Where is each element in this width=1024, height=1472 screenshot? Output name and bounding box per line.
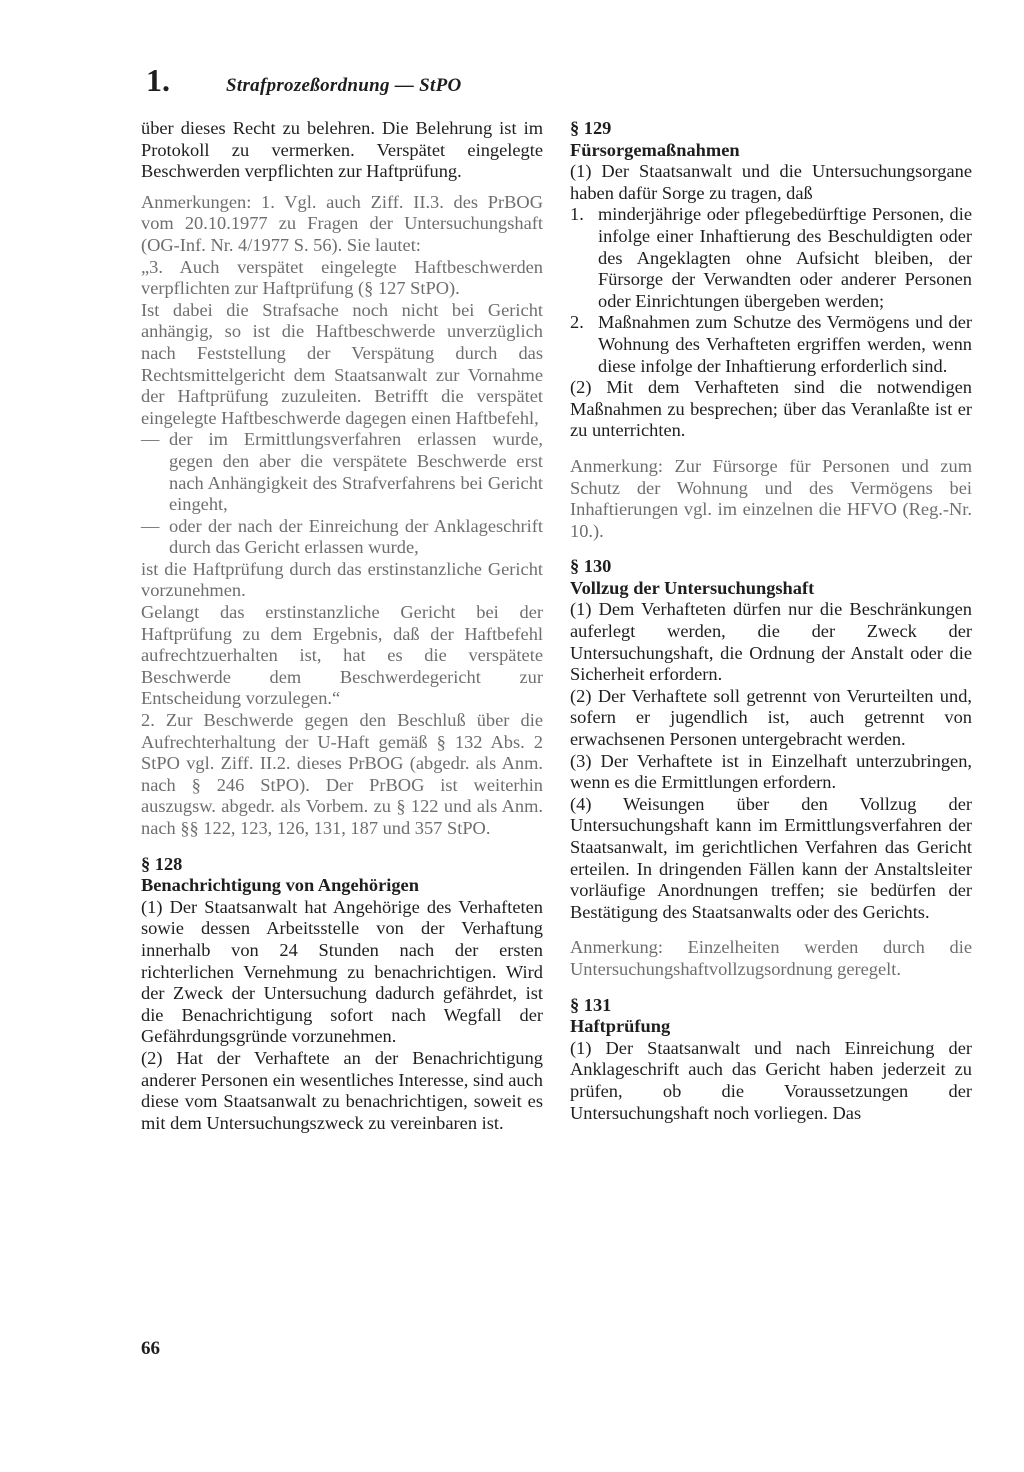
numbered-item (570, 312, 972, 377)
annotation: Anmerkung: Zur Fürsorge für Personen und zum Schutz der Wohnung und des Vermögens bei Inhaftierungen vgl. im einzelnen die HFVO (Reg.-Nr. 10.). (570, 455, 972, 541)
section-number: § 128 (141, 853, 183, 874)
section-title: Fürsorgemaßnahmen (570, 139, 740, 160)
page-header (146, 62, 462, 102)
dash-marker: — (141, 429, 160, 450)
continued-paragraph: über dieses Recht zu belehren. Die Belehrung ist im Protokoll zu vermerken. Verspätet eingelegte Beschwerden verpflichten zur Haftprüfung. (141, 118, 543, 182)
item-number: 2. (570, 312, 584, 333)
item-number: 1. (570, 204, 584, 225)
section-paragraph: (1) Der Staatsanwalt und die Untersuchungsorgane haben dafür Sorge zu tragen, daß (570, 161, 972, 203)
section-paragraph: (2) Mit dem Verhafteten sind die notwendigen Maßnahmen zu besprechen; über das Veranlaßte ist er zu unterrichten. (570, 377, 972, 441)
annotation-quote-2: Ist dabei die Strafsache noch nicht bei Gericht anhängig, so ist die Haftbeschwerde unverzüglich nach Feststellung der Verspätung durch das Rechtsmittelgericht dem Staatsanwalt zur Vornahme der Haftprüfung zuzuleiten. Betrifft die verspätet eingelegte Haftbeschwerde dagegen einen Haftbefehl, (141, 299, 543, 428)
annotation-dash-item (141, 516, 543, 559)
annotation: Anmerkung: Einzelheiten werden durch die Untersuchungshaftvollzugsordnung geregelt. (570, 937, 972, 979)
left-column (141, 118, 543, 1134)
annotation-quote-3: ist die Haftprüfung durch das erstinstanzliche Gericht vorzunehmen. (141, 558, 543, 601)
section-paragraph: (1) Dem Verhafteten dürfen nur die Beschränkungen auferlegt werden, die der Zweck der Untersuchungshaft, die Ordnung der Anstalt oder die Sicherheit erfordern. (570, 599, 972, 685)
chapter-number: 1. (146, 62, 170, 98)
page-number: 66 (141, 1338, 160, 1359)
numbered-item (570, 204, 972, 312)
section-number: § 131 (570, 994, 612, 1015)
section-paragraph: (4) Weisungen über den Vollzug der Untersuchungshaft kann im Ermittlungsverfahren der Staatsanwalt, im gerichtlichen Verfahren das Gericht erteilen. In dringenden Fällen kann der Anstaltsleiter vorläufige Anordnungen treffen; sie bedürfen der Bestätigung des Staatsanwalts oder des Gerichts. (570, 793, 972, 922)
dash-item-text: der im Ermittlungsverfahren erlassen wurde, gegen den aber die verspätete Beschwerde erst nach Anhängigkeit des Strafverfahrens bei Gericht eingeht, (169, 429, 543, 515)
item-text: minderjährige oder pflegebedürftige Personen, die infolge einer Inhaftierung des Beschuldigten oder des Angeklagten ohne Aufsicht bleiben, der Fürsorge der Verwandten oder anderer Personen oder Einrichtungen übergeben werden; (598, 204, 972, 311)
annotation-quote-1: „3. Auch verspätet eingelegte Haftbeschwerden verpflichten zur Haftprüfung (§ 127 StPO). (141, 256, 543, 299)
section-paragraph: (2) Hat der Verhaftete an der Benachrichtigung anderer Personen ein wesentliches Interesse, sind auch diese vom Staatsanwalt zu benachrichtigen, soweit es mit dem Untersuchungszweck zu vereinbaren ist. (141, 1047, 543, 1133)
section-title: Haftprüfung (570, 1016, 671, 1037)
section-paragraph: (3) Der Verhaftete ist in Einzelhaft unterzubringen, wenn es die Ermittlungen erfordern. (570, 750, 972, 793)
annotation-quote-4: Gelangt das erstinstanzliche Gericht bei der Haftprüfung zu dem Ergebnis, daß der Haftbefehl aufrechtzuerhalten ist, hat es die verspätete Beschwerde dem Beschwerdegericht zur Entscheidung vorzulegen.“ (141, 602, 543, 709)
annotation-2: 2. Zur Beschwerde gegen den Beschluß über die Aufrechterhaltung der U-Haft gemäß § 132 Abs. 2 StPO vgl. Ziff. II.2. dieses PrBOG (abgedr. als Anm. nach § 246 StPO). Der PrBOG ist weiterhin auszugsw. abgedr. als Vorbem. zu § 122 und als Anm. nach §§ 122, 123, 126, 131, 187 und 357 StPO. (141, 710, 543, 838)
section-title: Benachrichtigung von Angehörigen (141, 875, 419, 896)
dash-item-text: oder der nach der Einreichung der Anklageschrift durch das Gericht erlassen wurde, (169, 515, 543, 558)
right-column (570, 118, 972, 1124)
running-title: Strafprozeßordnung — StPO (226, 75, 462, 96)
annotation-block (141, 192, 543, 840)
dash-marker: — (141, 515, 160, 536)
annotation-dash-item (141, 429, 543, 515)
section-number: § 129 (570, 118, 612, 138)
section-paragraph: (1) Der Staatsanwalt hat Angehörige des Verhafteten sowie dessen Arbeitsstelle von der Verhaftung innerhalb von 24 Stunden nach der ersten richterlichen Vernehmung zu benachrichtigen. Wird der Zweck der Untersuchung dadurch gefährdet, ist die Benachrichtigung sofort nach Wegfall der Gefährdungsgründe vorzunehmen. (141, 896, 543, 1047)
section-title: Vollzug der Untersuchungshaft (570, 577, 815, 598)
section-paragraph: (2) Der Verhaftete soll getrennt von Verurteilten und, sofern er jugendlich ist, auch getrennt von erwachsenen Personen untergebracht werden. (570, 685, 972, 750)
section-number: § 130 (570, 556, 612, 577)
annotation-intro: Anmerkungen: 1. Vgl. auch Ziff. II.3. des PrBOG vom 20.10.1977 zu Fragen der Untersuchungshaft (OG-Inf. Nr. 4/1977 S. 56). Sie lautet: (141, 191, 543, 255)
item-text: Maßnahmen zum Schutze des Vermögens und der Wohnung des Verhafteten ergriffen werden, wenn diese infolge der Inhaftierung erforderlich sind. (598, 312, 972, 376)
section-paragraph: (1) Der Staatsanwalt und nach Einreichung der Anklageschrift auch das Gericht haben jederzeit zu prüfen, ob die Voraussetzungen der Untersuchungshaft noch vorliegen. Das (570, 1037, 972, 1123)
